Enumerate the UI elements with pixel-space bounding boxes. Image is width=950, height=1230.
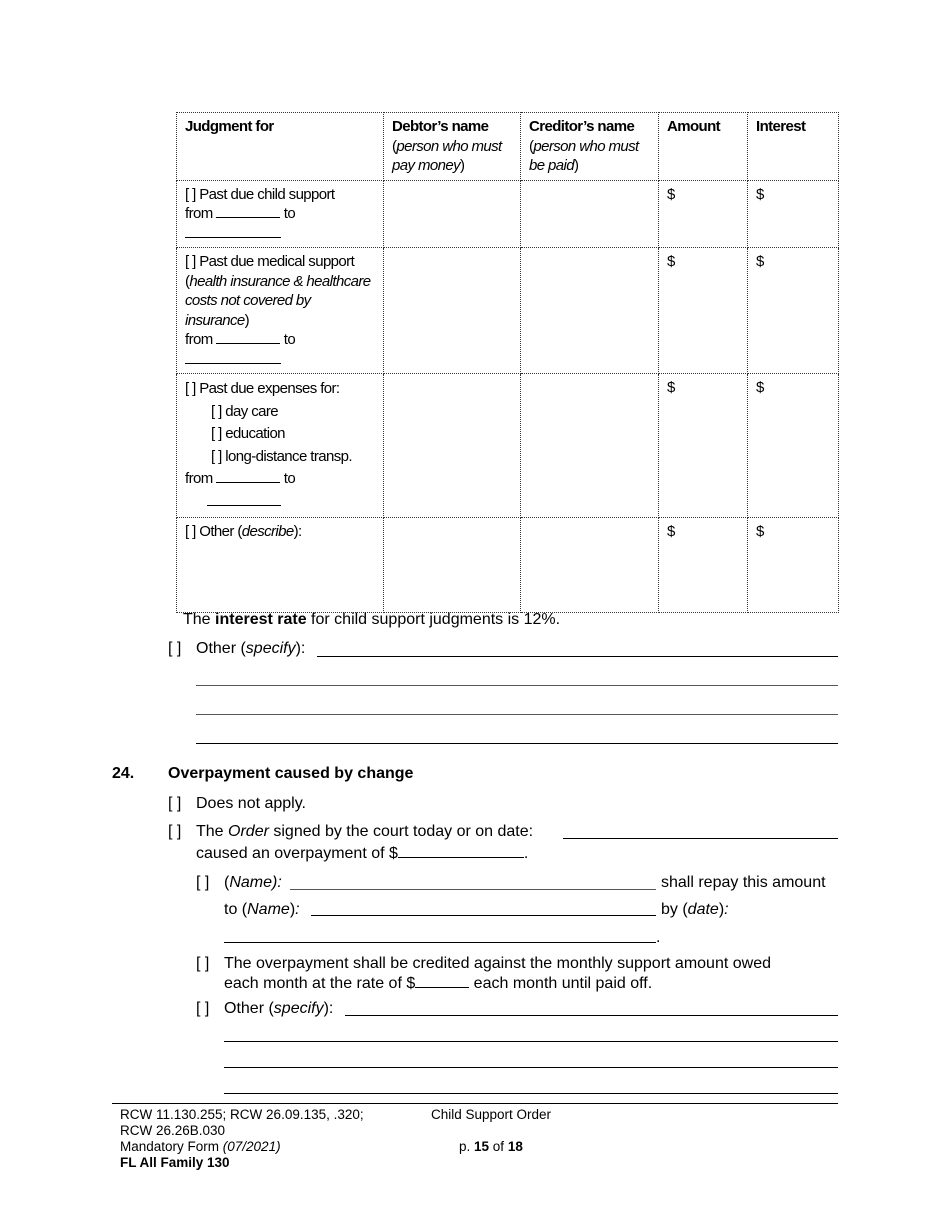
- repay-period: .: [656, 929, 661, 946]
- child-debtor-cell[interactable]: [384, 180, 521, 248]
- table-row: [177, 180, 839, 248]
- other-amount-cell[interactable]: $: [659, 518, 748, 613]
- child-amount-cell[interactable]: $: [659, 180, 748, 248]
- expenses-checkbox-label[interactable]: [ ] Past due expenses for:: [185, 380, 340, 397]
- child-from-field[interactable]: [216, 204, 280, 218]
- medical-creditor-cell[interactable]: [521, 248, 659, 374]
- expenses-from-field[interactable]: [216, 469, 280, 483]
- credited-checkbox[interactable]: [ ]: [196, 955, 210, 972]
- row-child-support: [ ] Past due child support from to: [177, 180, 384, 248]
- other-specify-line[interactable]: [317, 656, 838, 657]
- judgment-table: [176, 112, 839, 613]
- credited-line-1: The overpayment shall be credited against the monthly support amount owed: [224, 955, 771, 972]
- other-specify-line-4[interactable]: [196, 743, 838, 744]
- credited-rate-field[interactable]: [415, 973, 469, 988]
- section24-other-line-2[interactable]: [224, 1041, 838, 1042]
- child-to-field[interactable]: [185, 229, 281, 238]
- header-creditor: Creditor’s name (person who must be paid): [521, 113, 659, 181]
- header-debtor: Debtor’s name (person who must pay money): [384, 113, 521, 181]
- header-interest: Interest: [748, 113, 839, 181]
- row-medical-support: [ ] Past due medical support (health insurance & healthcare costs not covered by insurance) from to: [177, 248, 384, 374]
- footer-page-number: p. 15 of 18: [459, 1139, 523, 1154]
- order-label: The Order signed by the court today or on date:: [196, 823, 534, 840]
- overpayment-amount-field[interactable]: [398, 843, 524, 858]
- section24-other-line-3[interactable]: [224, 1067, 838, 1068]
- expenses-interest-cell[interactable]: $: [748, 374, 839, 518]
- medical-amount-cell[interactable]: $: [659, 248, 748, 374]
- table-row: [177, 248, 839, 374]
- order-checkbox[interactable]: [ ]: [168, 823, 182, 840]
- expenses-creditor-cell[interactable]: [521, 374, 659, 518]
- interest-rate-note: The interest rate for child support judgments is 12%.: [183, 611, 561, 628]
- does-not-apply-label: Does not apply.: [196, 795, 306, 812]
- section24-other-checkbox[interactable]: [ ]: [196, 1000, 210, 1017]
- section24-other-line-1[interactable]: [345, 1015, 838, 1016]
- table-row: [177, 374, 839, 518]
- expense-day-care[interactable]: [ ] day care: [211, 402, 279, 420]
- repay-to-field[interactable]: [311, 915, 656, 916]
- medical-debtor-cell[interactable]: [384, 248, 521, 374]
- medical-to-field[interactable]: [185, 355, 281, 364]
- medical-checkbox-label[interactable]: [ ] Past due medical support: [185, 253, 355, 270]
- expense-education[interactable]: [ ] education: [211, 425, 285, 442]
- repay-checkbox[interactable]: [ ]: [196, 874, 210, 891]
- order-date-field[interactable]: [563, 838, 838, 839]
- repay-name-label: (Name):: [224, 874, 282, 891]
- other-creditor-cell[interactable]: [521, 518, 659, 613]
- footer-divider: [112, 1103, 838, 1104]
- footer-rcw: RCW 11.130.255; RCW 26.09.135, .320; RCW 26.26B.030 Mandatory Form (07/2021) FL All Family 130: [120, 1107, 364, 1170]
- overpayment-label: caused an overpayment of $ .: [196, 845, 529, 862]
- other-specify-checkbox[interactable]: [ ]: [168, 640, 182, 657]
- repay-text: shall repay this amount: [661, 874, 826, 891]
- medical-interest-cell[interactable]: $: [748, 248, 839, 374]
- does-not-apply-checkbox[interactable]: [ ]: [168, 795, 182, 812]
- expense-long-distance[interactable]: [ ] long-distance transp.: [211, 447, 352, 465]
- other-interest-cell[interactable]: $: [748, 518, 839, 613]
- other-debtor-cell[interactable]: [384, 518, 521, 613]
- expenses-amount-cell[interactable]: $: [659, 374, 748, 518]
- child-creditor-cell[interactable]: [521, 180, 659, 248]
- section24-other-line-4[interactable]: [224, 1093, 838, 1094]
- other-checkbox-label[interactable]: [ ] Other (describe):: [185, 523, 302, 540]
- repay-name-field[interactable]: [290, 889, 656, 890]
- repay-to-label: to (Name):: [224, 901, 300, 918]
- other-specify-line-2[interactable]: [196, 685, 838, 686]
- expenses-debtor-cell[interactable]: [384, 374, 521, 518]
- header-amount: Amount: [659, 113, 748, 181]
- row-other: [177, 518, 384, 613]
- credited-line-2: each month at the rate of $ each month until paid off.: [224, 975, 653, 992]
- table-header-row: [177, 113, 839, 181]
- repay-by-label: by (date):: [661, 901, 729, 918]
- other-specify-label: Other (specify):: [196, 640, 306, 657]
- row-expenses: [ ] Past due expenses for: [ ] day care [ ] education [ ] long-distance transp. from to: [177, 374, 384, 518]
- section-number: 24.: [112, 765, 135, 782]
- footer-title: Child Support Order: [431, 1107, 552, 1122]
- child-support-checkbox-label[interactable]: [ ] Past due child support: [185, 185, 335, 203]
- section24-other-label: Other (specify):: [224, 1000, 334, 1017]
- table-row: [177, 518, 839, 613]
- medical-from-field[interactable]: [216, 330, 280, 344]
- repay-date-field[interactable]: [224, 942, 656, 943]
- expenses-to-field[interactable]: [207, 497, 281, 506]
- child-interest-cell[interactable]: $: [748, 180, 839, 248]
- section-title: Overpayment caused by change: [168, 765, 414, 782]
- other-specify-line-3[interactable]: [196, 714, 838, 715]
- header-judgment-for: Judgment for: [177, 113, 384, 181]
